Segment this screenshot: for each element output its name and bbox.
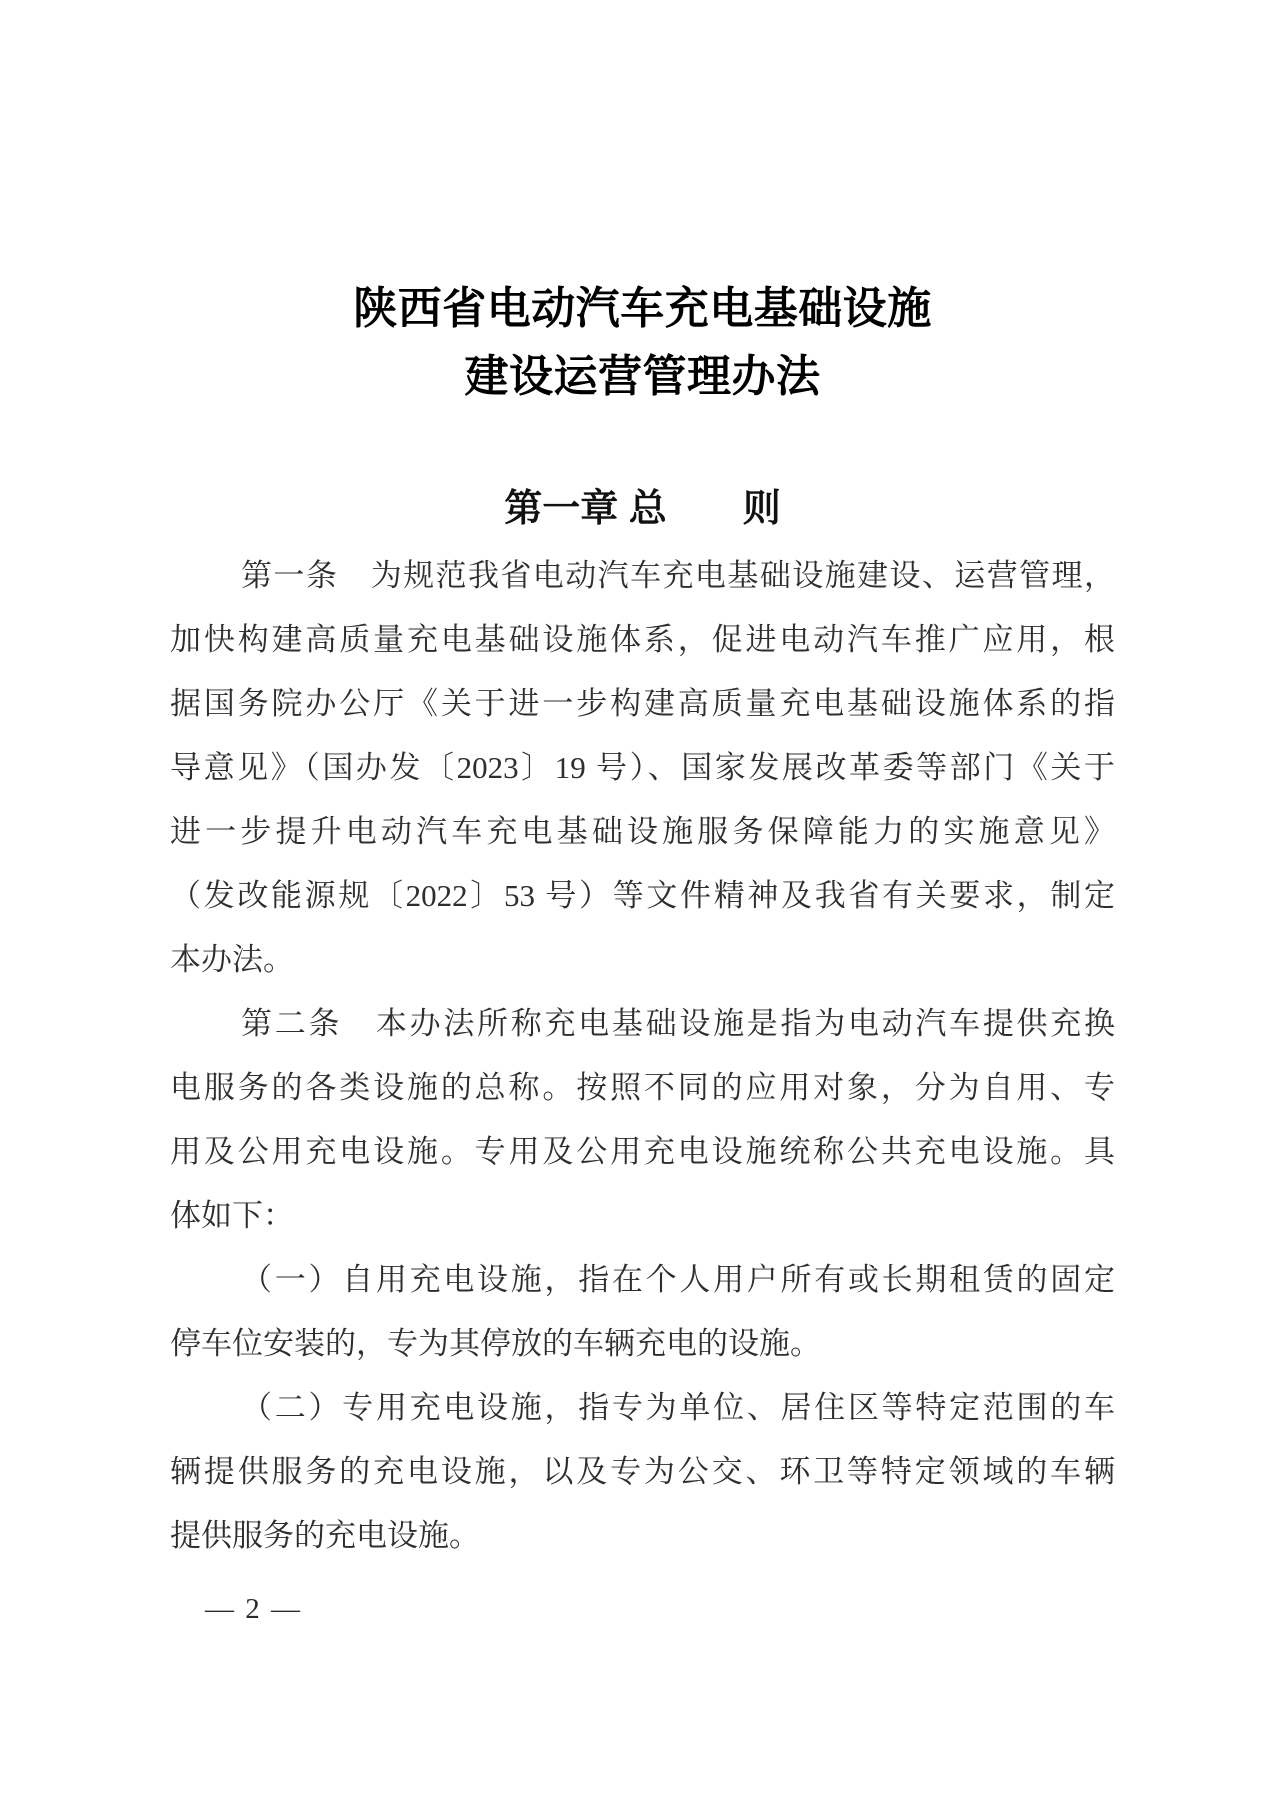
body-line: 辆提供服务的充电设施，以及专为公交、环卫等特定领域的车辆 xyxy=(170,1454,1115,1489)
page-number: — 2 — xyxy=(205,1593,302,1625)
body-line: 本办法。 xyxy=(170,942,294,977)
body-line: 加快构建高质量充电基础设施体系，促进电动汽车推广应用，根 xyxy=(170,622,1115,657)
body-line: 进一步提升电动汽车充电基础设施服务保障能力的实施意见》 xyxy=(170,814,1115,849)
body-line: （一）自用充电设施，指在个人用户所有或长期租赁的固定 xyxy=(241,1262,1115,1297)
document-title-line-2: 建设运营管理办法 xyxy=(464,352,821,401)
body-line: （二）专用充电设施，指专为单位、居住区等特定范围的车 xyxy=(241,1390,1115,1425)
chapter-heading: 第一章 总 则 xyxy=(504,488,781,530)
body-line: 提供服务的充电设施。 xyxy=(170,1518,480,1553)
body-line: 用及公用充电设施。专用及公用充电设施统称公共充电设施。具 xyxy=(170,1134,1115,1169)
document-title xyxy=(170,275,1115,411)
body-line: 第二条 本办法所称充电基础设施是指为电动汽车提供充换 xyxy=(241,1006,1115,1041)
body-line: 据国务院办公厅《关于进一步构建高质量充电基础设施体系的指 xyxy=(170,686,1115,721)
body-line: 停车位安装的，专为其停放的车辆充电的设施。 xyxy=(170,1326,821,1361)
document-title-line-1: 陕西省电动汽车充电基础设施 xyxy=(353,284,932,333)
text-column xyxy=(0,275,1280,1626)
body-line: （发改能源规〔2022〕53 号）等文件精神及我省有关要求，制定 xyxy=(170,878,1115,913)
body-line: 第一条 为规范我省电动汽车充电基础设施建设、运营管理， xyxy=(241,558,1115,593)
body-line: 导意见》（国办发〔2023〕19 号）、国家发展改革委等部门《关于 xyxy=(170,750,1115,785)
body-line: 体如下： xyxy=(170,1198,294,1233)
body-text xyxy=(170,544,1115,1568)
body-line: 电服务的各类设施的总称。按照不同的应用对象，分为自用、专 xyxy=(170,1070,1115,1105)
